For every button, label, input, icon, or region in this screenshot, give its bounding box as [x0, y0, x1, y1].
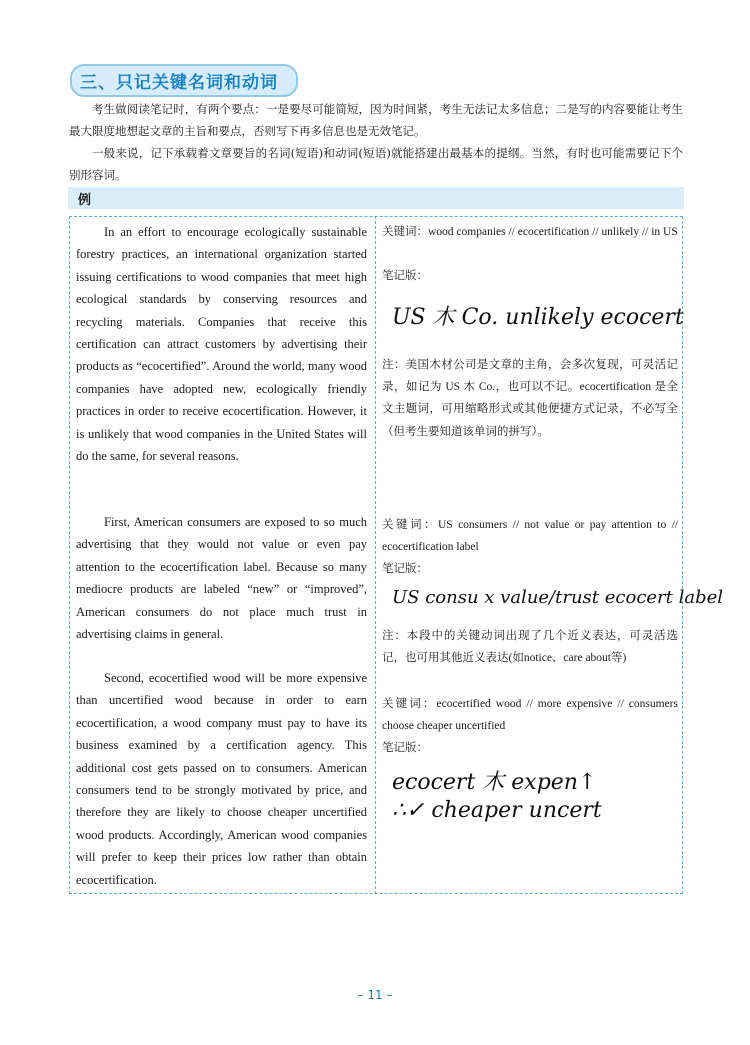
note-1-comment: 注：美国木材公司是文章的主角，会多次复现，可灵活记录，如记为 US 木 Co.，也可以不记。ecocertification 是全文主题词，可用缩略形式或其他便捷方式记录，不必写全（但考生要知道该单词的拼写）。	[382, 359, 678, 438]
section-title: 三、只记关键名词和动词	[70, 64, 298, 97]
intro-paragraph-1: 考生做阅读笔记时，有两个要点：一是要尽可能简短，因为时间紧，考生无法记太多信息；二是写的内容要能让考生最大限度地想起文章的主旨和要点，否则写下再多信息也是无效笔记。	[69, 102, 683, 138]
page-number: – 11 –	[357, 988, 393, 1002]
passage-paragraph-2: First, American consumers are exposed to so much advertising that they would not value or even pay attention to the ecocertification label. Because so many mediocre products are labeled “new” or “improved”, American consumers do not place much trust in advertising claims in general.	[76, 515, 367, 642]
example-label: 例	[78, 193, 92, 208]
table-column-divider	[375, 216, 376, 894]
intro-paragraph-2: 一般来说，记下承载着文章要旨的名词(短语)和动词(短语)就能搭建出最基本的提纲。当然，有时也可能需要记下个别形容词。	[69, 146, 683, 182]
section-heading	[70, 66, 298, 94]
note-1-handwritten: US 木 Co. unlikely ecocert	[392, 305, 684, 330]
passage-paragraph-3: Second, ecocertified wood will be more expensive than uncertified wood because in order to earn ecocertification, a wood company must pay to have its business examined by a certification agency. This additional cost gets passed on to consumers. American consumers tend to be strongly motivated by price, and therefore they are likely to choose cheaper uncertified wood products. Accordingly, American wood companies will prefer to keep their prices low rather than obtain ecocertification.	[76, 671, 367, 887]
note-2-handwritten: US consu x value/trust ecocert label	[392, 587, 724, 608]
note-3-handwritten-line-2: ∴✓ cheaper uncert	[392, 798, 602, 823]
note-2-keywords: 关键词：US consumers // not value or pay attention to // ecocertification label	[382, 519, 678, 554]
example-header-bar	[68, 187, 684, 209]
note-3-handwritten-line-1: ecocert 木 expen↑	[392, 770, 597, 795]
note-1-label: 笔记版：	[382, 270, 428, 282]
note-1-keywords: 关键词：wood companies // ecocertification // unlikely // in US	[382, 226, 678, 238]
note-3-label: 笔记版：	[382, 742, 428, 754]
note-2-comment: 注：本段中的关键动词出现了几个近义表达，可灵活选记，也可用其他近义表达(如notice、care about等)	[382, 630, 678, 665]
note-2-label: 笔记版：	[382, 563, 428, 575]
note-3-keywords: 关键词：ecocertified wood // more expensive // consumers choose cheaper uncertified	[382, 698, 678, 733]
passage-paragraph-1: In an effort to encourage ecologically sustainable forestry practices, an international organization started issuing certifications to wood companies that meet high ecological standards by conserving resources and recycling materials. Companies that receive this certification can attract customers by advertising their products as “ecocertified”. Around the world, many wood companies have adopted new, ecologically friendly practices in order to receive ecocertification. However, it is unlikely that wood companies in the United States will do the same, for several reasons.	[76, 225, 367, 464]
